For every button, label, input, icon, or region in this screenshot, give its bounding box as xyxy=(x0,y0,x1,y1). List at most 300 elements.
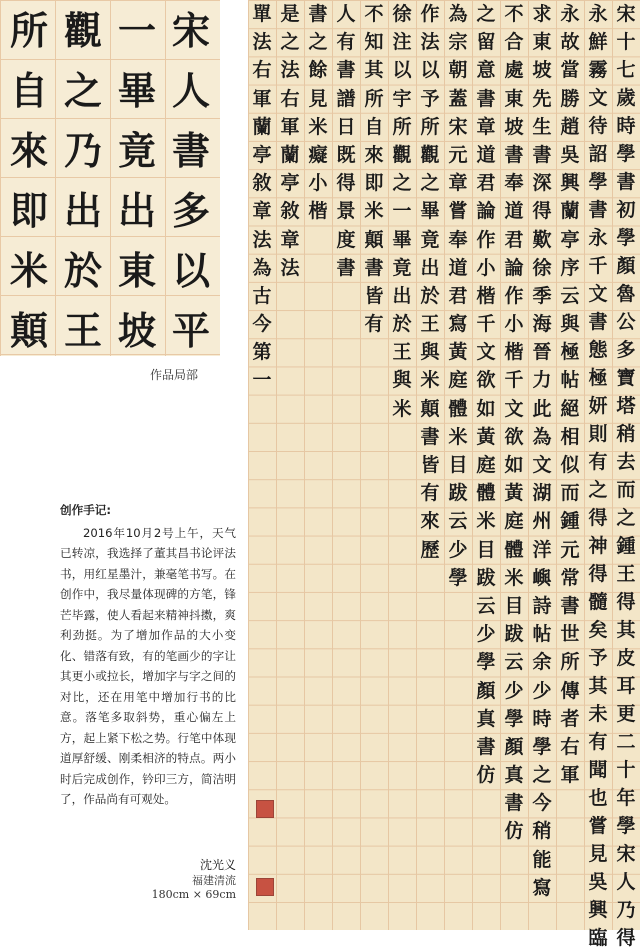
work-char: 君 xyxy=(504,228,524,251)
work-char: 真 xyxy=(476,707,496,730)
work-char: 作 xyxy=(504,284,524,307)
work-char: 書 xyxy=(476,735,496,758)
work-char: 敘 xyxy=(280,200,300,223)
work-char: 楷 xyxy=(504,341,524,364)
work-char: 王 xyxy=(616,563,636,585)
artist-origin: 福建清流 xyxy=(192,874,236,887)
work-char: 合 xyxy=(504,31,524,54)
work-char: 論 xyxy=(476,200,496,223)
work-char: 奉 xyxy=(504,172,524,195)
work-char: 軍 xyxy=(252,87,272,110)
work-char: 此 xyxy=(532,397,552,420)
work-char: 於 xyxy=(392,313,412,336)
work-char: 云 xyxy=(476,594,496,617)
work-char: 道 xyxy=(476,143,496,166)
work-char: 人 xyxy=(616,871,636,893)
work-char: 真 xyxy=(504,764,524,787)
detail-char: 竟 xyxy=(117,128,156,173)
work-char: 書 xyxy=(504,143,524,166)
work-char: 坡 xyxy=(532,59,552,82)
work-char: 學 xyxy=(616,143,636,165)
work-char: 畢 xyxy=(420,200,440,223)
work-char: 者 xyxy=(560,707,580,730)
work-char: 歲 xyxy=(616,87,636,109)
work-char: 以 xyxy=(392,59,412,82)
work-char: 元 xyxy=(448,143,468,166)
work-char: 書 xyxy=(364,256,384,279)
work-char: 體 xyxy=(448,397,468,420)
work-char: 所 xyxy=(392,115,412,138)
work-char: 書 xyxy=(588,311,608,333)
notes-title: 创作手记: xyxy=(60,503,112,517)
work-char: 得 xyxy=(588,563,608,585)
work-char: 髓 xyxy=(588,591,608,613)
work-char: 皆 xyxy=(420,454,440,476)
work-char: 景 xyxy=(336,200,356,223)
work-char: 得 xyxy=(532,200,552,223)
work-char: 洋 xyxy=(532,538,552,561)
work-char: 宋 xyxy=(616,3,636,25)
work-char: 見 xyxy=(308,87,328,110)
work-char: 文 xyxy=(504,397,524,420)
work-char: 米 xyxy=(420,369,440,392)
work-char: 興 xyxy=(588,899,608,921)
detail-char: 出 xyxy=(63,188,102,233)
work-char: 徐 xyxy=(532,256,552,279)
work-char: 皆 xyxy=(364,284,384,307)
work-char: 所 xyxy=(420,115,440,138)
work-char: 勝 xyxy=(560,87,580,110)
work-char: 人 xyxy=(336,3,356,25)
work-char: 作 xyxy=(476,228,496,251)
detail-char: 宋 xyxy=(171,8,210,53)
work-char: 相 xyxy=(560,425,580,448)
work-char: 書 xyxy=(532,143,552,166)
work-char: 顛 xyxy=(364,228,384,251)
work-char: 似 xyxy=(560,454,580,476)
work-char: 章 xyxy=(252,200,272,223)
detail-char: 觀 xyxy=(63,8,102,53)
work-char: 絕 xyxy=(560,397,580,420)
work-char: 其 xyxy=(364,59,384,82)
work-char: 更 xyxy=(616,703,636,725)
work-char: 楷 xyxy=(476,284,496,307)
detail-char: 多 xyxy=(171,188,210,233)
work-char: 之 xyxy=(308,31,328,54)
work-char: 學 xyxy=(448,566,468,589)
work-char: 年 xyxy=(616,787,636,809)
work-char: 千 xyxy=(504,369,524,392)
work-char: 既 xyxy=(336,143,356,166)
work-char: 晉 xyxy=(532,341,552,364)
work-char: 帖 xyxy=(560,369,580,392)
work-char: 初 xyxy=(616,199,636,221)
work-char: 顏 xyxy=(476,679,496,702)
work-char: 之 xyxy=(392,172,412,195)
work-char: 傳 xyxy=(560,679,580,702)
work-char: 寶 xyxy=(616,367,636,389)
work-char: 顏 xyxy=(616,255,636,277)
work-char: 法 xyxy=(280,59,300,82)
work-char: 黃 xyxy=(448,341,468,364)
work-char: 米 xyxy=(504,566,524,589)
work-char: 嘗 xyxy=(588,815,608,837)
work-char: 意 xyxy=(476,59,496,82)
work-char: 嘗 xyxy=(448,200,468,223)
work-char: 王 xyxy=(392,341,412,364)
work-char: 楷 xyxy=(308,200,328,223)
work-char: 能 xyxy=(532,848,552,871)
work-char: 文 xyxy=(476,341,496,364)
work-column xyxy=(612,0,640,949)
detail-char: 出 xyxy=(117,188,156,233)
work-char: 少 xyxy=(476,623,496,646)
work-char: 宗 xyxy=(448,31,468,54)
work-char: 書 xyxy=(308,3,328,25)
work-char: 跋 xyxy=(448,482,468,505)
detail-char: 自 xyxy=(9,68,48,113)
work-char: 敘 xyxy=(252,172,272,195)
work-char: 文 xyxy=(532,454,552,476)
work-char: 今 xyxy=(252,313,272,336)
work-char: 乃 xyxy=(616,899,636,921)
work-char: 常 xyxy=(560,566,580,589)
work-char: 餘 xyxy=(308,59,328,82)
work-char: 來 xyxy=(364,143,384,166)
work-char: 求 xyxy=(532,3,552,25)
work-char: 永 xyxy=(588,3,608,25)
work-char: 之 xyxy=(616,507,636,529)
work-char: 得 xyxy=(588,507,608,529)
work-char: 作 xyxy=(420,3,440,25)
work-char: 竟 xyxy=(392,256,412,279)
detail-char: 之 xyxy=(63,68,102,113)
detail-char: 王 xyxy=(63,308,102,353)
work-char: 書 xyxy=(420,425,440,448)
work-char: 時 xyxy=(616,115,636,137)
work-char: 如 xyxy=(504,454,524,476)
work-char: 章 xyxy=(280,228,300,251)
work-char: 永 xyxy=(588,227,608,249)
work-char: 十 xyxy=(616,759,636,781)
work-char: 道 xyxy=(504,200,524,223)
work-char: 目 xyxy=(448,454,468,476)
work-char: 東 xyxy=(532,31,552,54)
work-char: 跋 xyxy=(476,566,496,589)
work-char: 之 xyxy=(280,31,300,54)
work-char: 寫 xyxy=(532,876,552,899)
work-char: 興 xyxy=(560,172,580,195)
work-char: 法 xyxy=(280,256,300,279)
work-char: 度 xyxy=(336,228,356,251)
work-column xyxy=(556,0,584,930)
work-char: 譜 xyxy=(336,87,356,110)
work-char: 臨 xyxy=(588,927,608,949)
work-char: 論 xyxy=(504,256,524,279)
detail-char: 人 xyxy=(171,68,210,113)
work-char: 寫 xyxy=(448,313,468,336)
detail-column xyxy=(110,6,164,356)
work-char: 有 xyxy=(588,731,608,753)
work-char: 文 xyxy=(588,283,608,305)
work-char: 稍 xyxy=(532,820,552,843)
work-char: 不 xyxy=(364,3,384,25)
work-char: 奉 xyxy=(448,228,468,251)
work-char: 學 xyxy=(532,735,552,758)
work-char: 以 xyxy=(420,59,440,82)
work-char: 書 xyxy=(504,792,524,815)
work-char: 欲 xyxy=(476,369,496,392)
work-column xyxy=(500,0,528,930)
work-char: 章 xyxy=(448,172,468,195)
work-char: 書 xyxy=(476,87,496,110)
work-char: 先 xyxy=(532,87,552,110)
work-char: 予 xyxy=(420,87,440,110)
detail-char: 於 xyxy=(63,248,102,293)
work-char: 右 xyxy=(280,87,300,110)
detail-char: 書 xyxy=(171,128,210,173)
work-char: 癡 xyxy=(308,143,328,166)
work-char: 魯 xyxy=(616,283,636,305)
notes-section xyxy=(60,500,236,810)
work-column xyxy=(276,0,304,930)
work-char: 蘭 xyxy=(280,143,300,166)
work-char: 公 xyxy=(616,311,636,333)
work-char: 為 xyxy=(448,3,468,25)
work-char: 古 xyxy=(252,284,272,307)
work-char: 所 xyxy=(560,651,580,674)
work-column xyxy=(444,0,472,930)
work-char: 日 xyxy=(336,115,356,138)
work-char: 法 xyxy=(252,228,272,251)
work-char: 君 xyxy=(448,284,468,307)
work-char: 宋 xyxy=(616,843,636,865)
work-char: 千 xyxy=(588,255,608,277)
work-column xyxy=(332,0,360,930)
work-char: 書 xyxy=(336,59,356,82)
work-char: 多 xyxy=(616,339,636,361)
work-char: 畢 xyxy=(392,228,412,251)
work-char: 處 xyxy=(504,59,524,82)
work-char: 歎 xyxy=(532,228,552,251)
work-char: 今 xyxy=(532,792,552,815)
work-char: 所 xyxy=(364,87,384,110)
work-char: 小 xyxy=(504,313,524,336)
work-char: 皮 xyxy=(616,647,636,669)
work-char: 有 xyxy=(420,482,440,505)
work-column xyxy=(248,0,276,930)
work-char: 聞 xyxy=(588,759,608,781)
work-char: 竟 xyxy=(420,228,440,251)
work-char: 出 xyxy=(392,284,412,307)
work-char: 季 xyxy=(532,284,552,307)
work-char: 黃 xyxy=(476,425,496,448)
work-char: 不 xyxy=(504,3,524,25)
work-char: 為 xyxy=(252,256,272,279)
work-char: 於 xyxy=(420,284,440,307)
detail-column xyxy=(2,6,56,356)
work-char: 自 xyxy=(364,115,384,138)
work-column xyxy=(416,0,444,930)
detail-char: 所 xyxy=(9,8,48,53)
work-char: 有 xyxy=(364,313,384,336)
work-char: 蘭 xyxy=(560,200,580,223)
work-char: 云 xyxy=(448,510,468,533)
work-char: 詩 xyxy=(532,594,552,617)
work-char: 耳 xyxy=(616,675,636,697)
work-char: 亭 xyxy=(560,228,580,251)
work-char: 一 xyxy=(252,369,272,392)
work-char: 與 xyxy=(420,341,440,364)
work-char: 見 xyxy=(588,843,608,865)
work-char: 米 xyxy=(392,397,412,420)
work-char: 之 xyxy=(476,3,496,25)
work-char: 書 xyxy=(588,199,608,221)
work-char: 極 xyxy=(560,341,580,364)
work-char: 詔 xyxy=(588,143,608,165)
work-char: 法 xyxy=(420,31,440,54)
work-char: 妍 xyxy=(588,395,608,417)
work-char: 吳 xyxy=(588,871,608,893)
work-char: 有 xyxy=(336,31,356,54)
work-char: 注 xyxy=(392,31,412,54)
work-char: 世 xyxy=(560,623,580,646)
work-char: 目 xyxy=(504,594,524,617)
work-char: 留 xyxy=(476,31,496,54)
detail-char: 顛 xyxy=(9,308,48,353)
work-char: 帖 xyxy=(532,623,552,646)
work-char: 鍾 xyxy=(560,510,580,533)
work-char: 黃 xyxy=(504,482,524,505)
work-char: 學 xyxy=(476,651,496,674)
work-char: 君 xyxy=(476,172,496,195)
detail-char: 乃 xyxy=(63,128,102,173)
work-char: 予 xyxy=(588,647,608,669)
work-char: 七 xyxy=(616,59,636,81)
work-char: 庭 xyxy=(448,369,468,392)
work-char: 之 xyxy=(588,479,608,501)
work-char: 千 xyxy=(476,313,496,336)
detail-char: 畢 xyxy=(117,68,156,113)
work-char: 稍 xyxy=(616,423,636,445)
work-char: 來 xyxy=(420,510,440,533)
work-char: 學 xyxy=(616,227,636,249)
work-char: 則 xyxy=(588,423,608,445)
notes-body: 2016年10月2号上午，天气已转凉，我选择了董其昌书论评法书，用红星墨汁，兼毫笔书写。在创作中，我尽量体现碑的方笔，锋芒毕露，使人看起来精神抖擞，爽利劲挺。为了增加作品的大小变化、错落有致，有的笔画少的字让其更小或拉长，增加字与字之间的对比，还在用笔中增加行书的比意。落笔多取斜势，重心偏左上方，起上紧下松之势。行笔中体现道厚舒缓、刚柔相济的特点。两小时后完成创作，钤印三方，简洁明了，作品尚有可观处。 xyxy=(60,525,236,806)
work-char: 體 xyxy=(476,482,496,505)
work-char: 態 xyxy=(588,339,608,361)
detail-char: 平 xyxy=(171,308,210,353)
work-char: 去 xyxy=(616,451,636,473)
work-char: 時 xyxy=(532,707,552,730)
detail-char: 來 xyxy=(9,128,48,173)
work-char: 吳 xyxy=(560,143,580,166)
work-char: 朝 xyxy=(448,59,468,82)
work-char: 鍾 xyxy=(616,535,636,557)
work-char: 蓋 xyxy=(448,87,468,110)
work-char: 仿 xyxy=(504,820,524,843)
detail-char: 一 xyxy=(117,8,156,53)
work-char: 欲 xyxy=(504,425,524,448)
work-char: 體 xyxy=(504,538,524,561)
work-char: 之 xyxy=(420,172,440,195)
work-char: 得 xyxy=(336,172,356,195)
work-char: 其 xyxy=(588,675,608,697)
work-char: 少 xyxy=(532,679,552,702)
work-char: 云 xyxy=(504,651,524,674)
work-char: 軍 xyxy=(280,115,300,138)
work-char: 與 xyxy=(392,369,412,392)
work-char: 出 xyxy=(420,256,440,279)
work-char: 米 xyxy=(476,510,496,533)
work-char: 觀 xyxy=(420,143,440,166)
work-char: 一 xyxy=(392,200,412,223)
work-char: 與 xyxy=(560,313,580,336)
work-char: 學 xyxy=(504,707,524,730)
seal-stamp xyxy=(256,878,274,896)
work-char: 米 xyxy=(308,115,328,138)
work-char: 少 xyxy=(448,538,468,561)
work-char: 書 xyxy=(560,594,580,617)
work-char: 跋 xyxy=(504,623,524,646)
work-char: 軍 xyxy=(560,764,580,787)
work-char: 亭 xyxy=(252,143,272,166)
work-char: 故 xyxy=(560,31,580,54)
work-char: 矣 xyxy=(588,619,608,641)
work-column xyxy=(528,0,556,930)
detail-char: 以 xyxy=(171,248,210,293)
work-char: 亭 xyxy=(280,172,300,195)
work-column xyxy=(584,0,612,949)
work-char: 學 xyxy=(588,171,608,193)
detail-column xyxy=(56,6,110,356)
work-char: 第 xyxy=(252,341,272,364)
work-char: 如 xyxy=(476,397,496,420)
work-char: 小 xyxy=(476,256,496,279)
detail-caption: 作品局部 xyxy=(150,368,199,382)
work-char: 米 xyxy=(364,200,384,223)
work-char: 道 xyxy=(448,256,468,279)
work-column xyxy=(388,0,416,930)
work-char: 學 xyxy=(616,815,636,837)
detail-char: 即 xyxy=(9,188,48,233)
work-char: 未 xyxy=(588,703,608,725)
work-char: 宇 xyxy=(392,87,412,110)
work-char: 海 xyxy=(532,313,552,336)
work-char: 顛 xyxy=(420,397,440,420)
work-char: 為 xyxy=(532,425,552,448)
work-char: 也 xyxy=(588,787,608,809)
work-column xyxy=(360,0,388,930)
work-char: 極 xyxy=(588,367,608,389)
work-char: 之 xyxy=(532,764,552,787)
work-char: 單 xyxy=(252,3,272,25)
work-char: 東 xyxy=(504,87,524,110)
work-char: 湖 xyxy=(532,482,552,505)
work-size: 180cm × 69cm xyxy=(151,888,236,901)
work-char: 少 xyxy=(504,679,524,702)
work-char: 仿 xyxy=(476,764,496,787)
work-char: 書 xyxy=(336,256,356,279)
work-char: 得 xyxy=(616,927,636,949)
work-char: 深 xyxy=(532,172,552,195)
work-char: 米 xyxy=(448,425,468,448)
work-char: 余 xyxy=(532,651,552,674)
work-char: 庭 xyxy=(476,454,496,476)
work-char: 右 xyxy=(560,735,580,758)
work-char: 書 xyxy=(616,171,636,193)
work-char: 章 xyxy=(476,115,496,138)
